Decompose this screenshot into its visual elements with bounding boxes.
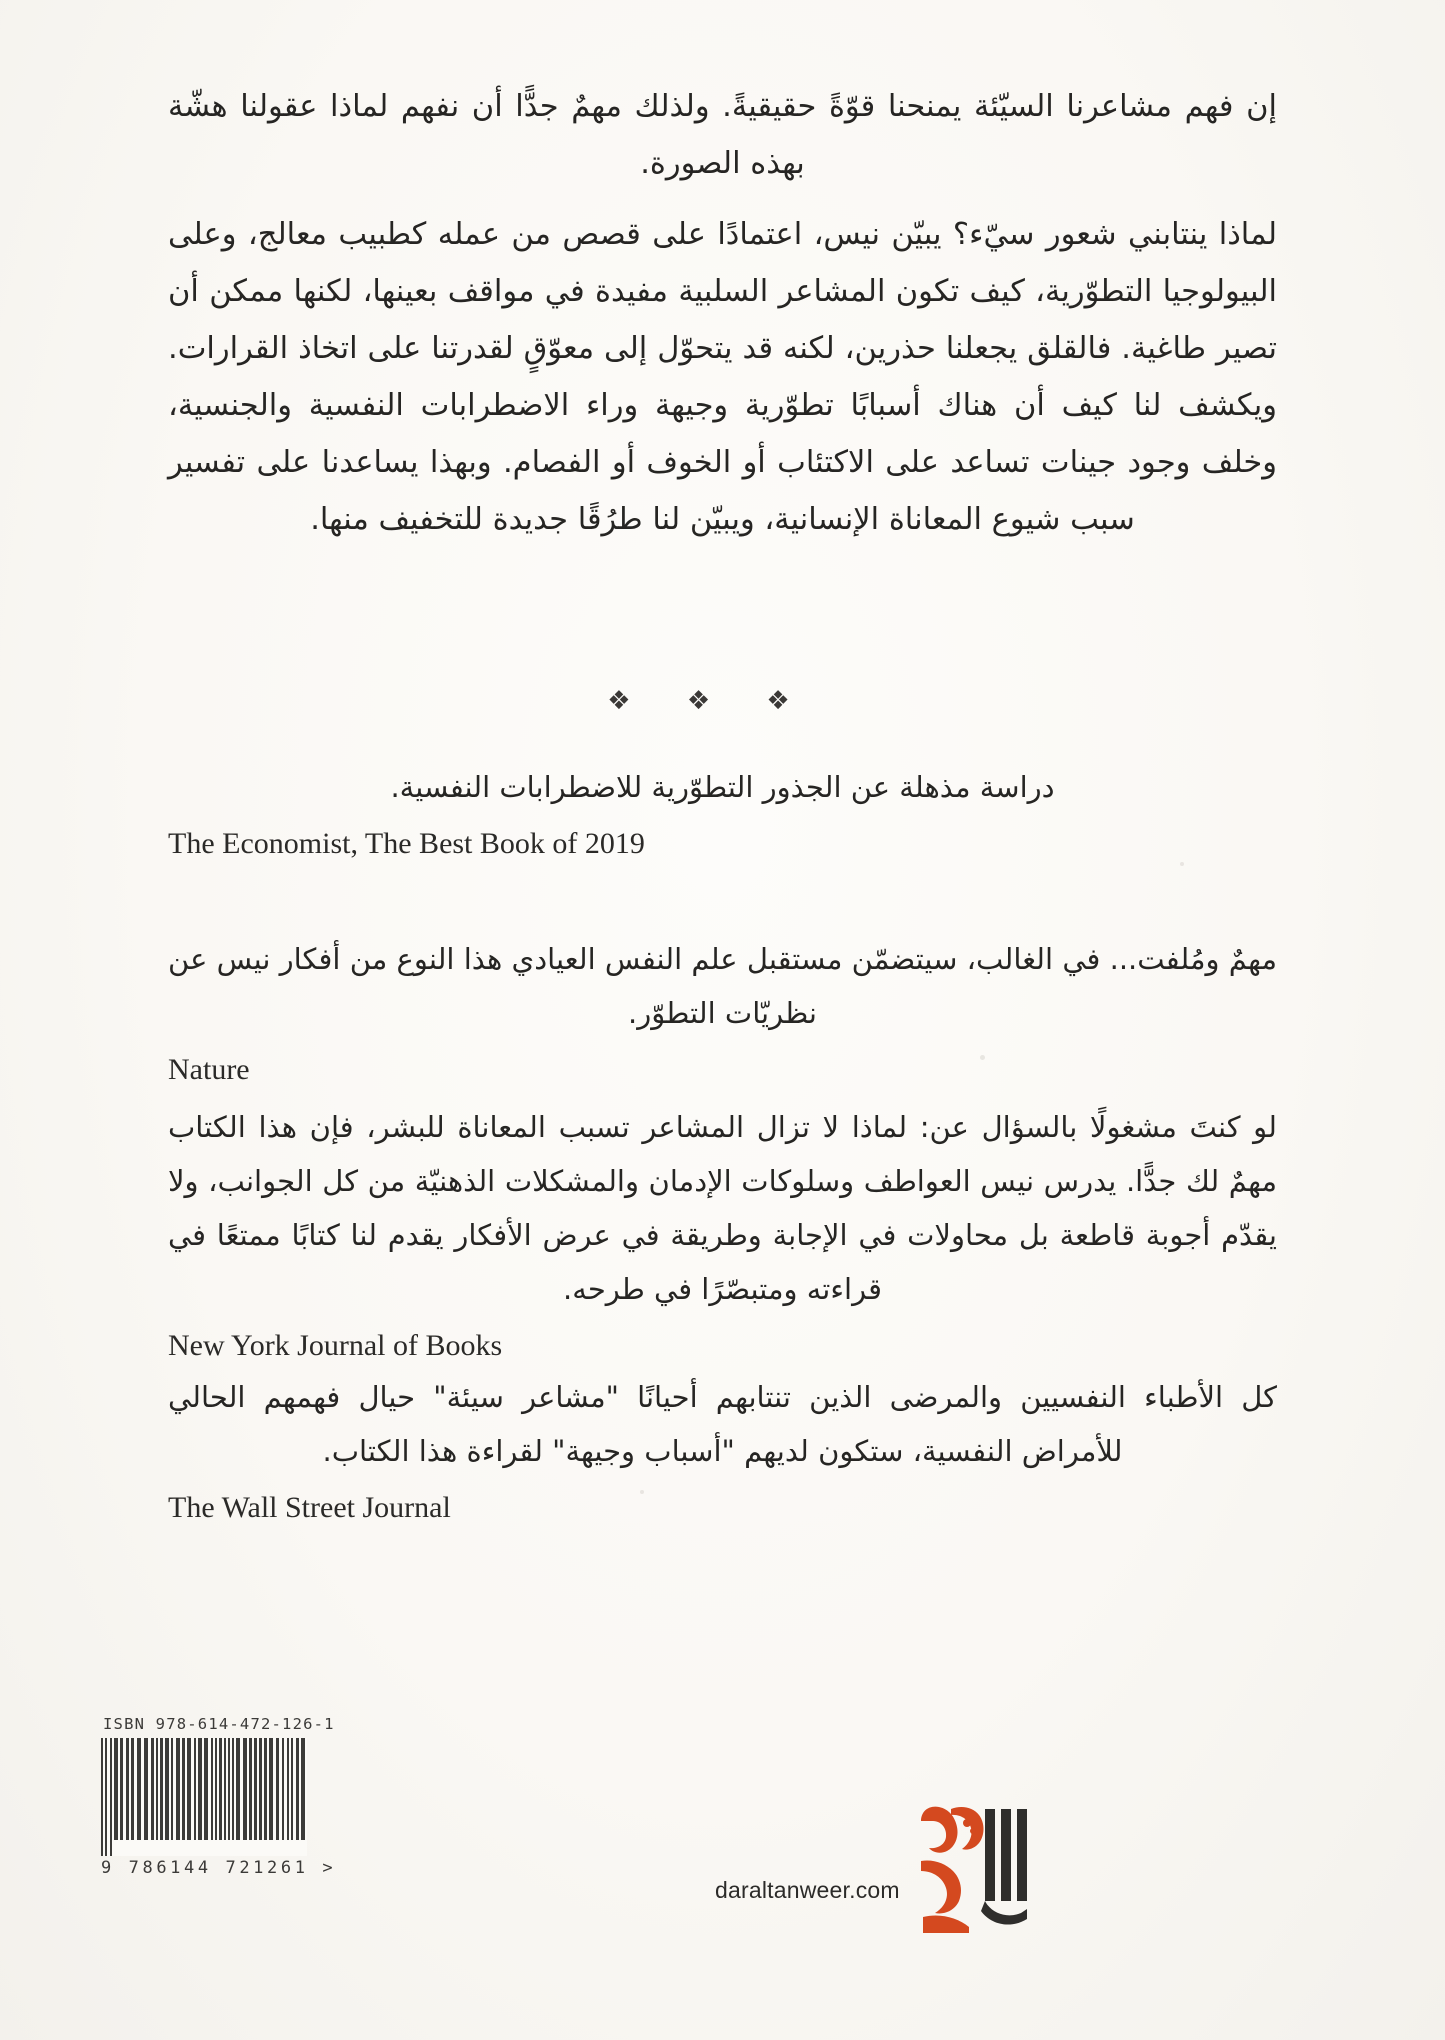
barcode-bars — [101, 1738, 307, 1856]
scan-speck — [640, 1490, 644, 1494]
ornament-divider: ❖ ❖ ❖ — [607, 686, 814, 716]
isbn-barcode-block — [101, 1715, 337, 1878]
review-economist — [168, 760, 1277, 864]
review-source: The Wall Street Journal — [168, 1491, 451, 1524]
book-blurb — [168, 78, 1277, 554]
scan-speck — [980, 1055, 985, 1060]
blurb-paragraph-1: إن فهم مشاعرنا السيّئة يمنحنا قوّةً حقيقيةً. ولذلك مهمٌ جدًّا أن نفهم لماذا عقولنا هشّة بهذه الصورة. — [168, 89, 1277, 181]
blurb-paragraph-2: لماذا ينتابني شعور سيّء؟ يبيّن نيس، اعتمادًا على قصص من عمله كطبيب معالج، وعلى البيولوجيا التطوّرية، كيف تكون المشاعر السلبية مفيدة في مواقف بعينها، لكنها ممكن أن تصير طاغية. فالقلق يجعلنا حذرين، لكنه قد يتحوّل إلى معوّقٍ لقدرتنا على اتخاذ القرارات. ويكشف لنا كيف أن هناك أسبابًا تطوّرية وجيهة وراء الاضطرابات النفسية والجنسية، وخلف وجود جينات تساعد على الاكتئاب أو الخوف أو الفصام. وبهذا يساعدنا على تفسير سبب شيوع المعاناة الإنسانية، ويبيّن لنا طرُقًا جديدة للتخفيف منها. — [168, 217, 1277, 537]
review-quote: كل الأطباء النفسيين والمرضى الذين تنتابهم أحيانًا "مشاعر سيئة" حيال فهمهم الحالي للأمراض النفسية، ستكون لديهم "أسباب وجيهة" لقراءة هذا الكتاب. — [168, 1380, 1277, 1468]
scan-speck — [1180, 862, 1184, 866]
publisher-website[interactable]: daraltanweer.com — [715, 1877, 900, 1903]
review-nyjb — [168, 1100, 1277, 1366]
review-nature — [168, 932, 1277, 1090]
review-wsj — [168, 1370, 1277, 1528]
dar-al-tanweer-logo-icon — [915, 1801, 1035, 1936]
ean-digits: 9 786144 721261 > — [101, 1858, 337, 1878]
review-source: Nature — [168, 1053, 250, 1086]
isbn-number: ISBN 978-614-472-126-1 — [103, 1715, 335, 1733]
review-quote: لو كنتَ مشغولًا بالسؤال عن: لماذا لا تزال المشاعر تسبب المعاناة للبشر، فإن هذا الكتاب مهمٌ لك جدًّا. يدرس نيس العواطف وسلوكات الإدمان والمشكلات الذهنيّة من كل الجوانب، ولا يقدّم أجوبة قاطعة بل محاولات في الإجابة وطريقة في عرض الأفكار يقدم لنا كتابًا ممتعًا في قراءته ومتبصّرًا في طرحه. — [168, 1110, 1277, 1306]
review-quote: دراسة مذهلة عن الجذور التطوّرية للاضطرابات النفسية. — [390, 770, 1055, 804]
review-source: The Economist, The Best Book of 2019 — [168, 827, 645, 860]
publisher-block — [715, 1815, 1275, 1965]
review-source: New York Journal of Books — [168, 1329, 503, 1362]
review-quote: مهمٌ ومُلفت... في الغالب، سيتضمّن مستقبل علم النفس العيادي هذا النوع من أفكار نيس عن نظريّات التطوّر. — [168, 942, 1277, 1030]
